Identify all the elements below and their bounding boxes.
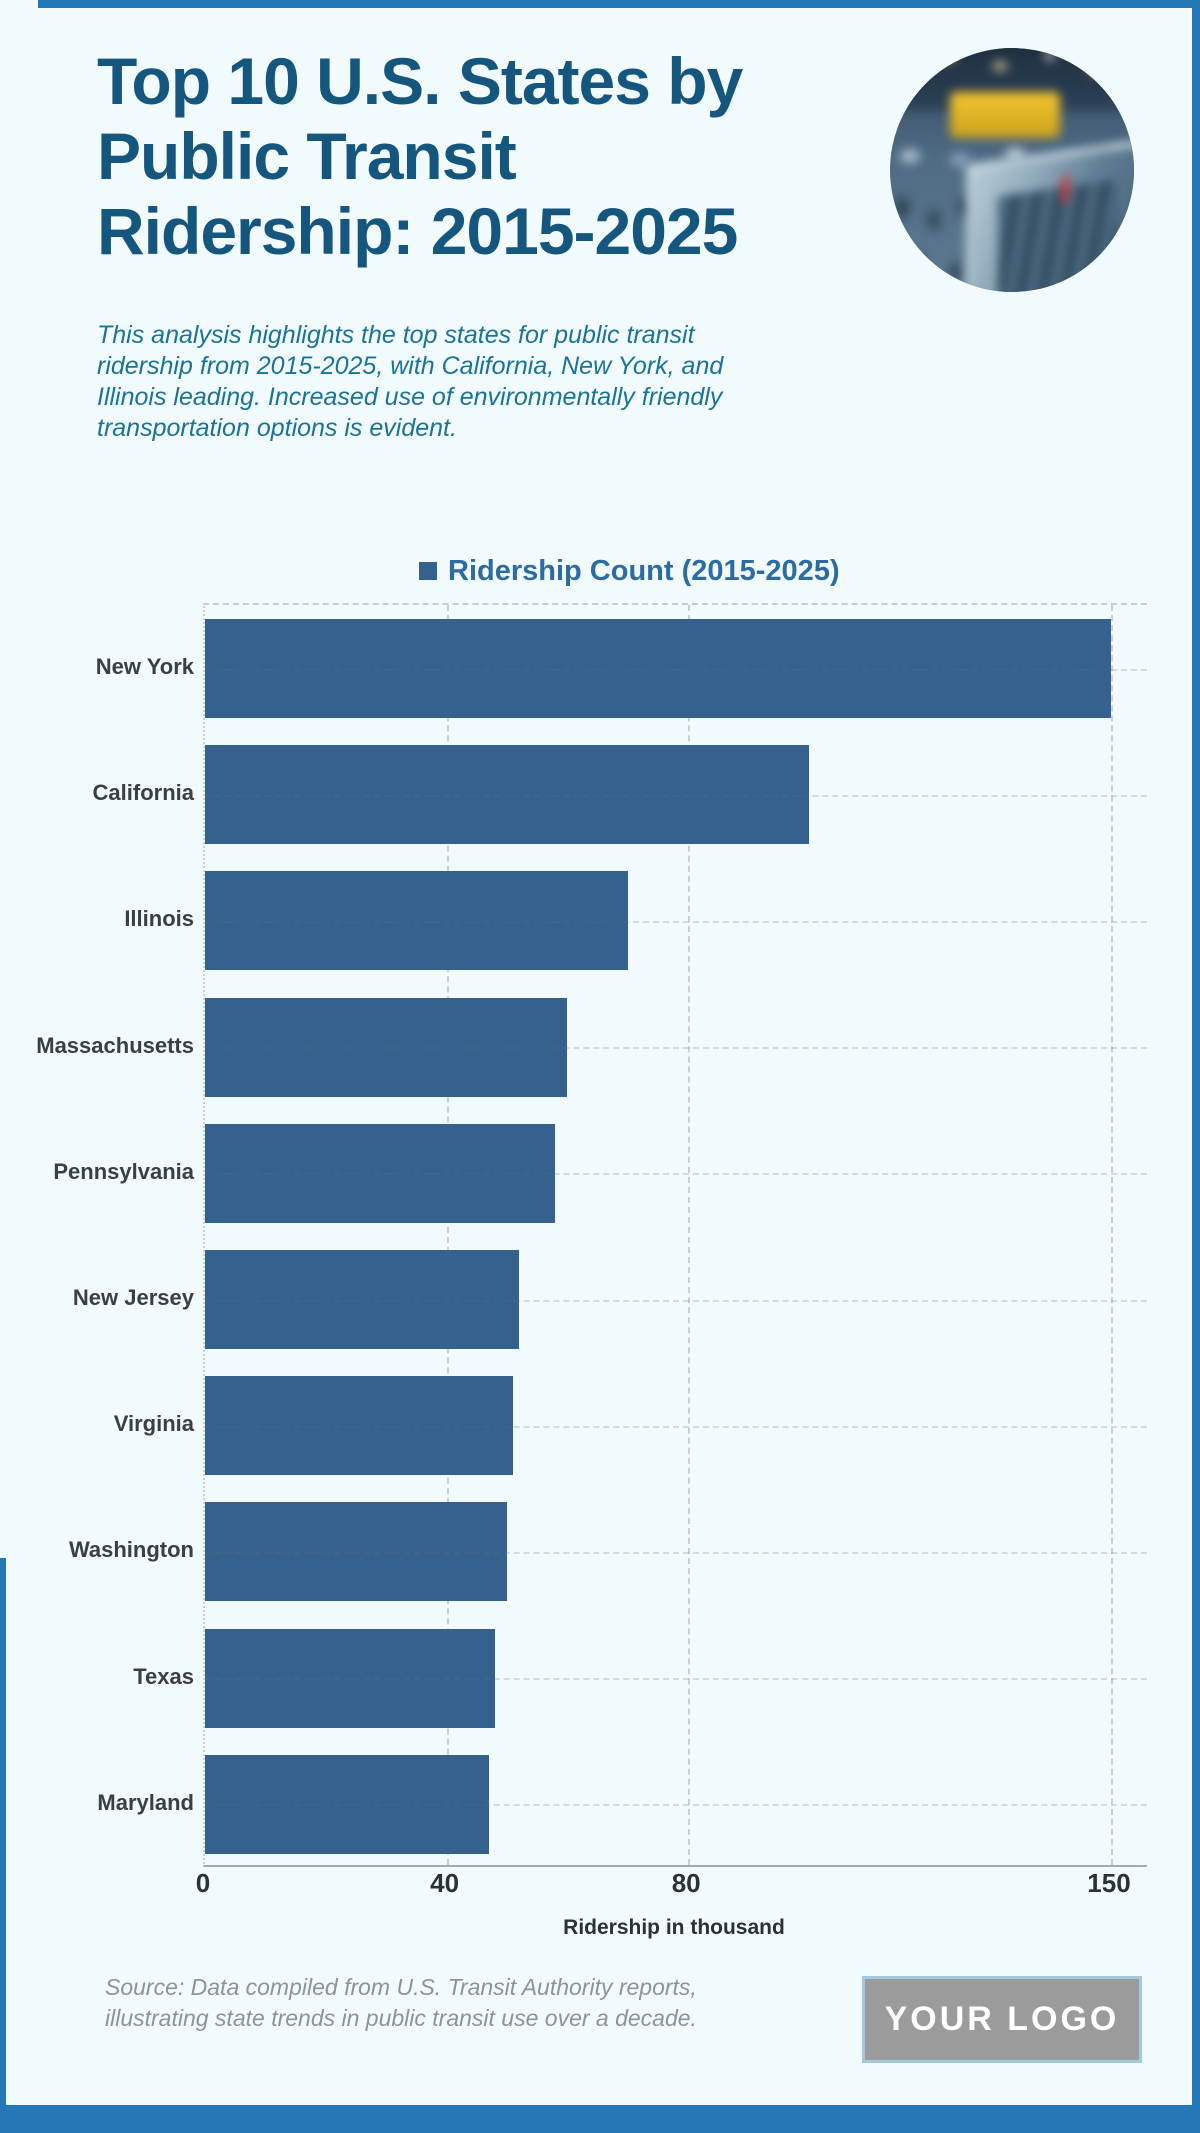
chart-legend	[419, 556, 840, 586]
source-line-1: Source: Data compiled from U.S. Transit Authority reports,	[105, 1974, 697, 2000]
transit-photo	[890, 48, 1134, 292]
intro-paragraph	[97, 320, 757, 444]
tick-label-80: 80	[671, 1868, 701, 1898]
legend-swatch-icon	[419, 562, 437, 580]
logo-text: YOUR LOGO	[884, 2000, 1120, 2038]
category-label-texas: Texas	[133, 1663, 194, 1689]
legend-label: Ridership Count (2015-2025)	[448, 554, 840, 587]
gridline-row-3	[205, 921, 1147, 923]
category-label-new-york: New York	[95, 654, 194, 679]
accent-border-bottom	[0, 2105, 1200, 2133]
logo-placeholder	[862, 1976, 1142, 2063]
page-title-line-2: Public Transit	[97, 119, 516, 193]
category-label-illinois: Illinois	[124, 906, 194, 932]
source-line-2: illustrating state trends in public transit use over a decade.	[105, 2005, 697, 2031]
intro-line-3: Illinois leading. Increased use of environmentally friendly	[97, 383, 723, 411]
gridline-row-6	[205, 1300, 1147, 1302]
gridline-row-1	[205, 669, 1147, 671]
category-label-maryland: Maryland	[97, 1789, 194, 1815]
tick-label-40: 40	[430, 1868, 460, 1898]
intro-line-4: transportation options is evident.	[97, 414, 457, 442]
gridline-row-7	[205, 1426, 1147, 1428]
page-title-line-3: Ridership: 2015-2025	[97, 194, 738, 268]
chart-plot-area	[203, 603, 1147, 1867]
gridline-row-5	[205, 1173, 1147, 1175]
gridline-row-10	[205, 1804, 1147, 1806]
gridline-row-2	[205, 795, 1147, 797]
x-axis-title: Ridership in thousand	[563, 1916, 785, 1939]
category-label-pennsylvania: Pennsylvania	[53, 1158, 194, 1184]
category-label-california: California	[92, 780, 194, 806]
category-label-massachusetts: Massachusetts	[36, 1032, 194, 1058]
page-title	[97, 44, 857, 269]
accent-border-right	[1192, 0, 1200, 2133]
tick-label-150: 150	[1087, 1868, 1131, 1898]
photo-escalator-steps	[998, 180, 1118, 292]
category-label-virginia: Virginia	[113, 1411, 194, 1437]
category-label-washington: Washington	[68, 1537, 194, 1563]
accent-border-top	[38, 0, 1200, 8]
gridline-row-4	[205, 1047, 1147, 1049]
photo-signal-light	[1062, 176, 1069, 202]
page-title-line-1: Top 10 U.S. States by	[97, 44, 743, 118]
intro-line-2: ridership from 2015-2025, with California, New York, and	[97, 352, 724, 380]
source-note	[105, 1972, 697, 2034]
category-label-new-jersey: New Jersey	[72, 1285, 194, 1310]
gridline-row-9	[205, 1678, 1147, 1680]
intro-line-1: This analysis highlights the top states for public transit	[97, 321, 695, 349]
gridline-row-8	[205, 1552, 1147, 1554]
tick-label-0: 0	[195, 1868, 211, 1898]
